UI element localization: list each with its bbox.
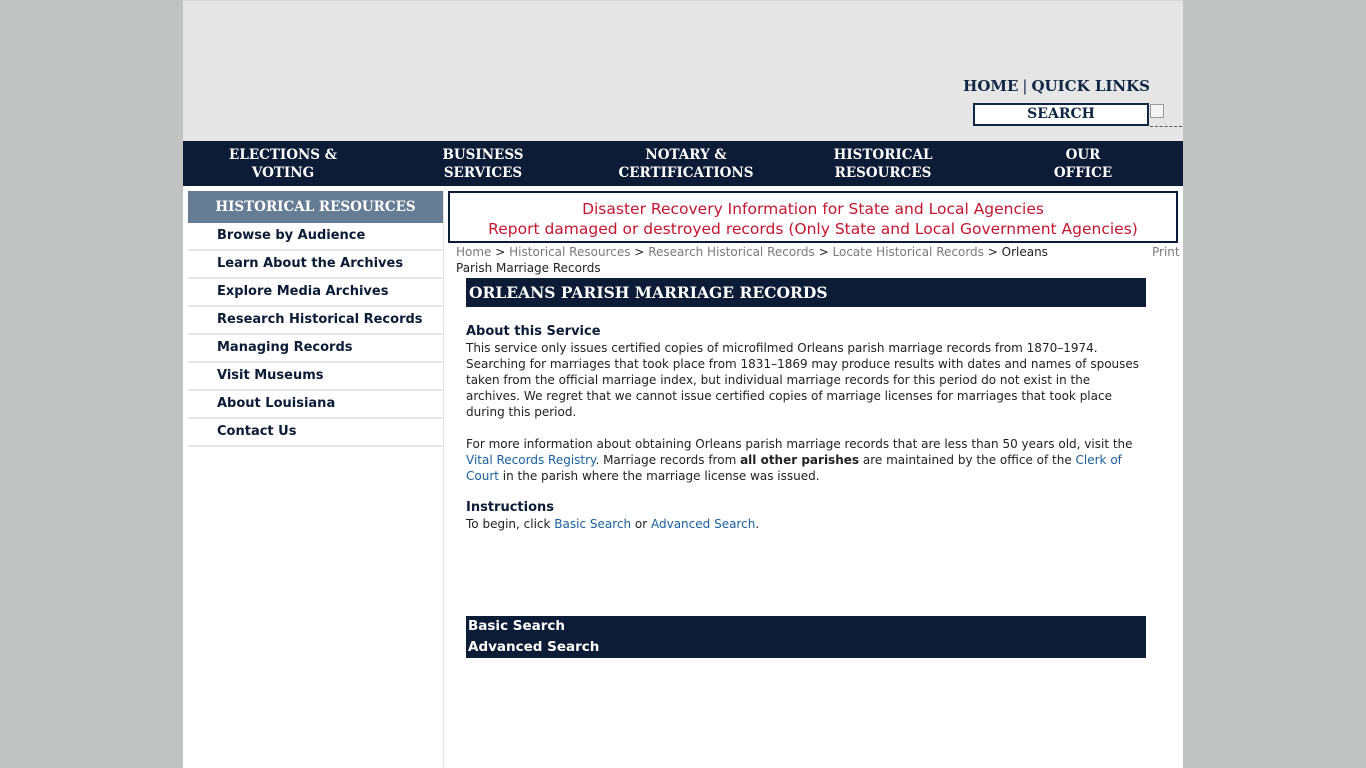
instructions-heading: Instructions (466, 500, 555, 515)
main-content (448, 191, 1183, 768)
basic-search-tab[interactable]: Basic Search (468, 618, 566, 634)
instructions-paragraph (466, 516, 1148, 532)
more-info-text: For more information about obtaining Orleans parish marriage records that are less than 50 years old, visit the (466, 437, 1133, 451)
content-body (466, 324, 1148, 532)
top-links (963, 77, 1150, 95)
breadcrumb-separator: > (495, 245, 506, 259)
nav-label-line2: SERVICES (443, 165, 523, 181)
all-other-parishes-text: all other parishes (740, 453, 860, 467)
advanced-search-link[interactable]: Advanced Search (650, 517, 756, 531)
instructions-text: To begin, click (466, 517, 555, 531)
quick-links-link[interactable]: QUICK LINKS (1031, 77, 1150, 95)
sidebar-item-browse-by-audience[interactable]: Browse by Audience (188, 223, 443, 251)
breadcrumb-separator: > (987, 245, 998, 259)
nav-elections-voting[interactable] (208, 146, 358, 182)
sidebar-item-about-louisiana[interactable]: About Louisiana (188, 391, 443, 419)
sidebar-item-managing-records[interactable]: Managing Records (188, 335, 443, 363)
sidebar-title: HISTORICAL RESOURCES (188, 191, 443, 223)
disaster-recovery-link[interactable]: Disaster Recovery Information for State and Local Agencies (582, 200, 1044, 218)
breadcrumb-locate-historical-records[interactable]: Locate Historical Records (832, 245, 984, 259)
sidebar-item-visit-museums[interactable]: Visit Museums (188, 363, 443, 391)
about-paragraph: This service only issues certified copies of microfilmed Orleans parish marriage records from 1870–1974. Searching for marriages that took place from 1831–1869 may produce results with dates and names of spouses taken from the official marriage index, but individual marriage records for this period do not exist in the archives. We regret that we cannot issue certified copies of marriage licenses for marriages that took place during this period. (466, 341, 1140, 419)
vital-records-registry-link[interactable]: Vital Records Registry (466, 453, 596, 467)
top-links-separator: | (1022, 77, 1028, 95)
nav-label-line1: ELECTIONS & (229, 147, 337, 163)
breadcrumb (456, 244, 1076, 276)
basic-search-link[interactable]: Basic Search (554, 517, 632, 531)
breadcrumb-home[interactable]: Home (456, 245, 492, 259)
advanced-search-tab[interactable]: Advanced Search (468, 639, 600, 655)
clerk-of-court-link[interactable]: Clerk of Court (466, 453, 1122, 483)
broken-image-icon (1150, 104, 1164, 118)
print-link[interactable]: Print (1152, 245, 1180, 259)
breadcrumb-separator: > (818, 245, 829, 259)
nav-label-line2: VOTING (251, 165, 315, 181)
search-tabs (466, 616, 1146, 658)
nav-label-line1: NOTARY & (645, 147, 727, 163)
search-input[interactable]: SEARCH (973, 103, 1149, 126)
nav-label-line1: OUR (1065, 147, 1101, 163)
sidebar (188, 191, 444, 768)
breadcrumb-historical-resources[interactable]: Historical Resources (509, 245, 631, 259)
more-info-text: . Marriage records from (595, 453, 741, 467)
nav-business-services[interactable] (408, 146, 558, 182)
site-header (183, 0, 1183, 141)
nav-historical-resources[interactable] (808, 146, 958, 182)
sidebar-item-explore-media-archives[interactable]: Explore Media Archives (188, 279, 443, 307)
nav-label-line1: BUSINESS (442, 147, 524, 163)
nav-our-office[interactable] (1008, 146, 1158, 182)
main-nav (183, 141, 1183, 186)
nav-label-line1: HISTORICAL (833, 147, 933, 163)
nav-notary-certifications[interactable] (611, 146, 761, 182)
page-title: ORLEANS PARISH MARRIAGE RECORDS (466, 278, 1146, 307)
more-info-text: in the parish where the marriage license was issued. (498, 469, 820, 483)
page (183, 0, 1183, 768)
more-info-text: are maintained by the office of the (859, 453, 1076, 467)
about-heading: About this Service (466, 324, 601, 339)
search-go-button[interactable] (1150, 104, 1182, 127)
breadcrumb-research-historical-records[interactable]: Research Historical Records (648, 245, 815, 259)
sidebar-item-learn-about-archives[interactable]: Learn About the Archives (188, 251, 443, 279)
sidebar-item-research-historical-records[interactable]: Research Historical Records (188, 307, 443, 335)
disaster-alert-banner (448, 191, 1178, 243)
nav-label-line2: CERTIFICATIONS (618, 165, 754, 181)
nav-label-line2: OFFICE (1053, 165, 1113, 181)
more-info-paragraph (466, 436, 1148, 484)
home-link[interactable]: HOME (963, 77, 1019, 95)
nav-label-line2: RESOURCES (834, 165, 932, 181)
report-damaged-records-link[interactable]: Report damaged or destroyed records (Only State and Local Government Agencies) (488, 220, 1138, 238)
instructions-text: or (631, 517, 651, 531)
sidebar-item-contact-us[interactable]: Contact Us (188, 419, 443, 447)
breadcrumb-current: Orleans Parish Marriage Records (456, 245, 1048, 275)
breadcrumb-separator: > (634, 245, 645, 259)
instructions-text: . (755, 517, 760, 531)
